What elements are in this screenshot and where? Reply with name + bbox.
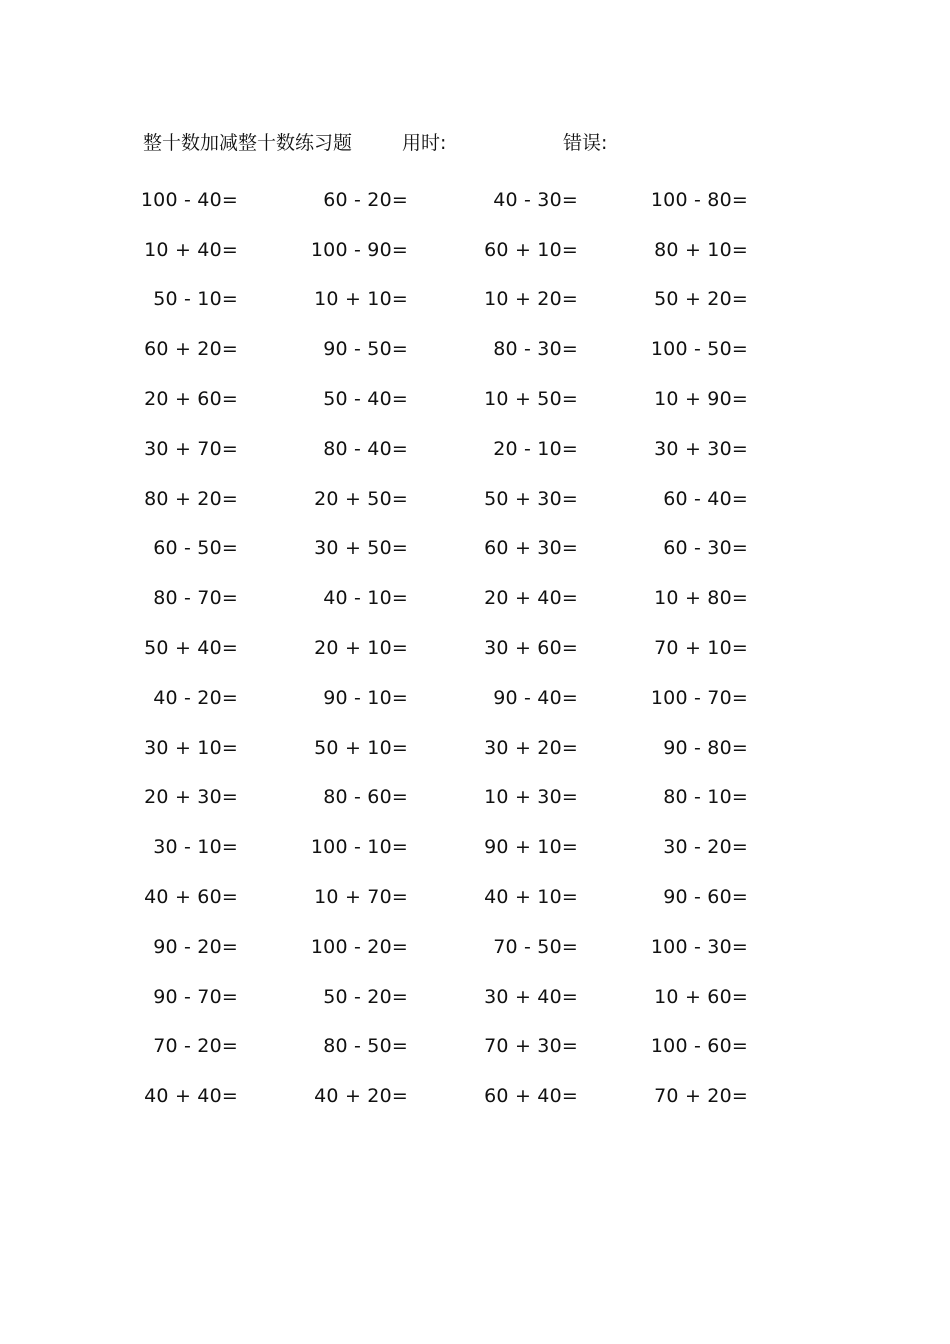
- problem-expression: 60 - 40=: [663, 487, 748, 510]
- problem-expression: 50 + 20=: [654, 288, 748, 311]
- problem-cell: [630, 189, 800, 211]
- error-label: 错误:: [563, 132, 608, 154]
- problem-row: [120, 1022, 800, 1072]
- problem-expression: 40 + 40=: [144, 1085, 238, 1108]
- problem-cell: [290, 986, 460, 1008]
- problem-expression: 80 + 10=: [654, 238, 748, 261]
- problem-cell: [460, 786, 630, 808]
- problem-row: [120, 872, 800, 922]
- problem-expression: 30 + 50=: [314, 537, 408, 560]
- problem-row: [120, 324, 800, 374]
- problem-cell: [630, 687, 800, 709]
- problem-cell: [460, 986, 630, 1008]
- problem-cell: [120, 936, 290, 958]
- problem-expression: 100 - 30=: [650, 935, 748, 958]
- problem-expression: 80 - 60=: [323, 786, 408, 809]
- problem-expression: 10 + 90=: [654, 388, 748, 411]
- problem-expression: 90 - 60=: [663, 886, 748, 909]
- problem-cell: [460, 488, 630, 510]
- problem-expression: 10 + 40=: [144, 238, 238, 261]
- problem-row: [120, 623, 800, 673]
- problem-cell: [290, 288, 460, 310]
- problem-expression: 60 - 30=: [663, 537, 748, 560]
- problem-expression: 40 + 60=: [144, 886, 238, 909]
- problem-cell: [460, 239, 630, 261]
- problem-cell: [120, 687, 290, 709]
- problem-expression: 30 + 70=: [144, 437, 238, 460]
- problem-cell: [290, 786, 460, 808]
- problem-cell: [290, 886, 460, 908]
- problem-row: [120, 374, 800, 424]
- problem-cell: [290, 239, 460, 261]
- problem-cell: [290, 1085, 460, 1107]
- problem-cell: [630, 488, 800, 510]
- problem-cell: [290, 587, 460, 609]
- problem-expression: 10 + 60=: [654, 985, 748, 1008]
- problem-cell: [630, 936, 800, 958]
- problem-expression: 100 - 20=: [310, 935, 408, 958]
- problem-cell: [120, 288, 290, 310]
- problem-expression: 60 + 20=: [144, 338, 238, 361]
- problem-expression: 30 - 20=: [663, 836, 748, 859]
- problem-expression: 90 - 10=: [323, 686, 408, 709]
- problem-cell: [290, 189, 460, 211]
- problem-cell: [630, 239, 800, 261]
- problem-cell: [290, 388, 460, 410]
- problem-cell: [290, 438, 460, 460]
- problem-row: [120, 474, 800, 524]
- problem-expression: 60 - 50=: [153, 537, 238, 560]
- problem-expression: 100 - 10=: [310, 836, 408, 859]
- problem-expression: 90 - 70=: [153, 985, 238, 1008]
- problem-expression: 60 + 40=: [484, 1085, 578, 1108]
- problem-cell: [120, 1035, 290, 1057]
- problem-cell: [290, 1035, 460, 1057]
- problem-cell: [460, 189, 630, 211]
- problem-expression: 20 + 40=: [484, 587, 578, 610]
- problem-expression: 20 + 30=: [144, 786, 238, 809]
- problem-expression: 90 - 50=: [323, 338, 408, 361]
- problem-expression: 10 + 50=: [484, 388, 578, 411]
- problem-row: [120, 822, 800, 872]
- problem-cell: [630, 288, 800, 310]
- problem-cell: [460, 637, 630, 659]
- problem-row: [120, 723, 800, 773]
- problem-cell: [630, 1035, 800, 1057]
- problem-expression: 50 + 10=: [314, 736, 408, 759]
- problem-cell: [460, 836, 630, 858]
- problem-cell: [630, 986, 800, 1008]
- problem-expression: 40 - 30=: [493, 188, 578, 211]
- problem-expression: 30 + 30=: [654, 437, 748, 460]
- problem-cell: [120, 986, 290, 1008]
- problem-row: [120, 972, 800, 1022]
- problem-row: [120, 773, 800, 823]
- problem-cell: [120, 737, 290, 759]
- problem-cell: [630, 737, 800, 759]
- problem-expression: 70 + 10=: [654, 637, 748, 660]
- problem-expression: 50 - 20=: [323, 985, 408, 1008]
- problem-cell: [120, 388, 290, 410]
- problem-expression: 80 - 40=: [323, 437, 408, 460]
- problem-expression: 80 + 20=: [144, 487, 238, 510]
- problem-expression: 30 + 60=: [484, 637, 578, 660]
- problem-cell: [460, 338, 630, 360]
- problem-cell: [290, 936, 460, 958]
- problem-cell: [630, 637, 800, 659]
- problem-expression: 70 + 20=: [654, 1085, 748, 1108]
- problem-expression: 90 - 80=: [663, 736, 748, 759]
- problem-cell: [290, 737, 460, 759]
- problem-expression: 30 + 20=: [484, 736, 578, 759]
- problem-expression: 70 - 50=: [493, 935, 578, 958]
- problem-expression: 10 + 20=: [484, 288, 578, 311]
- problem-expression: 50 + 40=: [144, 637, 238, 660]
- problem-grid: [120, 175, 800, 1121]
- problem-row: [120, 225, 800, 275]
- problem-cell: [120, 537, 290, 559]
- problem-cell: [630, 338, 800, 360]
- problem-expression: 10 + 10=: [314, 288, 408, 311]
- problem-expression: 30 - 10=: [153, 836, 238, 859]
- problem-expression: 90 - 20=: [153, 935, 238, 958]
- problem-expression: 70 - 20=: [153, 1035, 238, 1058]
- time-label: 用时:: [402, 132, 447, 154]
- problem-cell: [630, 438, 800, 460]
- problem-row: [120, 524, 800, 574]
- problem-expression: 80 - 30=: [493, 338, 578, 361]
- problem-cell: [630, 587, 800, 609]
- problem-cell: [120, 1085, 290, 1107]
- problem-expression: 100 - 70=: [650, 686, 748, 709]
- problem-cell: [630, 388, 800, 410]
- problem-row: [120, 424, 800, 474]
- problem-expression: 40 + 10=: [484, 886, 578, 909]
- problem-cell: [460, 936, 630, 958]
- problem-cell: [290, 637, 460, 659]
- problem-cell: [120, 886, 290, 908]
- problem-row: [120, 922, 800, 972]
- problem-cell: [290, 488, 460, 510]
- problem-cell: [120, 587, 290, 609]
- problem-cell: [630, 836, 800, 858]
- problem-cell: [460, 886, 630, 908]
- problem-cell: [290, 687, 460, 709]
- worksheet-header: [0, 128, 950, 158]
- problem-expression: 40 + 20=: [314, 1085, 408, 1108]
- problem-expression: 60 - 20=: [323, 188, 408, 211]
- problem-cell: [460, 537, 630, 559]
- problem-expression: 70 + 30=: [484, 1035, 578, 1058]
- problem-cell: [460, 438, 630, 460]
- problem-expression: 30 + 10=: [144, 736, 238, 759]
- problem-cell: [630, 537, 800, 559]
- problem-expression: 20 + 50=: [314, 487, 408, 510]
- problem-row: [120, 275, 800, 325]
- problem-cell: [120, 786, 290, 808]
- problem-cell: [460, 1035, 630, 1057]
- problem-expression: 90 - 40=: [493, 686, 578, 709]
- problem-expression: 60 + 30=: [484, 537, 578, 560]
- problem-expression: 20 + 10=: [314, 637, 408, 660]
- worksheet-title: 整十数加减整十数练习题: [143, 132, 353, 154]
- problem-expression: 20 + 60=: [144, 388, 238, 411]
- problem-cell: [460, 687, 630, 709]
- problem-row: [120, 573, 800, 623]
- problem-cell: [120, 836, 290, 858]
- problem-cell: [630, 1085, 800, 1107]
- problem-expression: 10 + 80=: [654, 587, 748, 610]
- problem-cell: [630, 886, 800, 908]
- problem-row: [120, 1071, 800, 1121]
- problem-cell: [120, 488, 290, 510]
- problem-cell: [630, 786, 800, 808]
- problem-expression: 90 + 10=: [484, 836, 578, 859]
- problem-cell: [460, 288, 630, 310]
- problem-expression: 100 - 60=: [650, 1035, 748, 1058]
- problem-cell: [120, 189, 290, 211]
- problem-expression: 80 - 70=: [153, 587, 238, 610]
- problem-cell: [290, 836, 460, 858]
- problem-cell: [120, 438, 290, 460]
- problem-row: [120, 673, 800, 723]
- problem-expression: 10 + 30=: [484, 786, 578, 809]
- problem-expression: 20 - 10=: [493, 437, 578, 460]
- problem-expression: 80 - 10=: [663, 786, 748, 809]
- problem-expression: 40 - 20=: [153, 686, 238, 709]
- problem-cell: [120, 637, 290, 659]
- problem-expression: 10 + 70=: [314, 886, 408, 909]
- problem-cell: [460, 388, 630, 410]
- problem-expression: 50 - 40=: [323, 388, 408, 411]
- problem-expression: 100 - 50=: [650, 338, 748, 361]
- problem-expression: 80 - 50=: [323, 1035, 408, 1058]
- problem-cell: [120, 239, 290, 261]
- problem-cell: [460, 1085, 630, 1107]
- problem-expression: 100 - 80=: [650, 188, 748, 211]
- problem-row: [120, 175, 800, 225]
- problem-cell: [290, 338, 460, 360]
- problem-cell: [120, 338, 290, 360]
- problem-expression: 50 - 10=: [153, 288, 238, 311]
- problem-expression: 50 + 30=: [484, 487, 578, 510]
- problem-expression: 30 + 40=: [484, 985, 578, 1008]
- problem-expression: 100 - 90=: [310, 238, 408, 261]
- problem-cell: [460, 587, 630, 609]
- problem-expression: 60 + 10=: [484, 238, 578, 261]
- problem-cell: [460, 737, 630, 759]
- problem-cell: [290, 537, 460, 559]
- problem-expression: 40 - 10=: [323, 587, 408, 610]
- problem-expression: 100 - 40=: [140, 188, 238, 211]
